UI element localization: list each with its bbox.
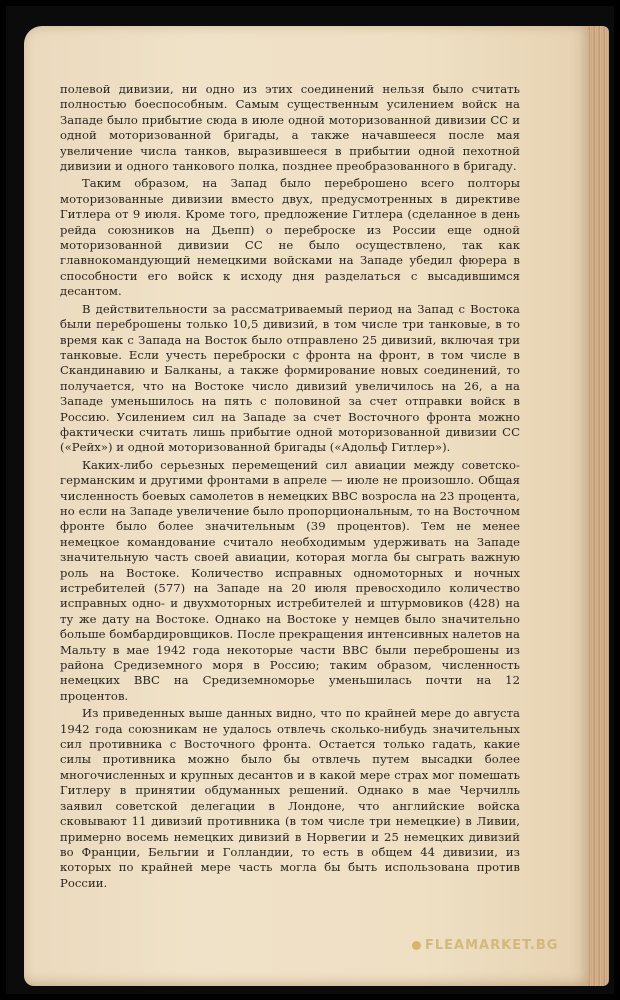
paragraph-3: В действительности за рассматриваемый период на Запад с Востока были переброшены только 10,5 дивизий, в том числе три танковые, в то время как с Запада на Восток было отправлено 25 дивизий, включая три танковые. Если учесть переброски с фронта на фронт, в том числе в Скандинавию и Балканы, а также формирование новых соединений, то получается, что на Востоке число дивизий увеличилось на 26, а на Западе уменьшилось на пять с половиной за счет отправки войск в Россию. Усилением сил на Западе за счет Восточного фронта можно фактически считать лишь прибытие одной моторизованной дивизии СС («Рейх») и одной моторизованной бригады («Адольф Гитлер»).	[60, 301, 520, 455]
watermark-text: FLEAMARKET.BG	[425, 938, 559, 953]
watermark-logo-icon	[412, 941, 421, 950]
paragraph-4: Каких-либо серьезных перемещений сил авиации между советско-германским и другими фронтами в апреле — июле не произошло. Общая численность боевых самолетов в немецких ВВС возросла на 23 процента, но если на Западе увеличение было пропорциональным, то на Восточном фронте было более значительным (39 процентов). Тем не менее немецкое командование считало необходимым удерживать на Западе значительную часть своей авиации, которая могла бы сыграть важную роль на Востоке. Количество исправных одномоторных и ночных истребителей (577) на Западе на 20 июля превосходило количество исправных одно- и двухмоторных истребителей и штурмовиков (428) на ту же дату на Востоке. Однако на Востоке у немцев было значительно больше бомбардировщиков. После прекращения интенсивных налетов на Мальту в мае 1942 года некоторые части ВВС были переброшены из района Средиземного моря в Россию; таким образом, численность немецких ВВС на Средиземноморье уменьшилась почти на 12 процентов.	[60, 457, 520, 703]
page-text	[60, 82, 520, 891]
paragraph-5: Из приведенных выше данных видно, что по крайней мере до августа 1942 года союзникам не удалось отвлечь сколько-нибудь значительных сил противника с Восточного фронта. Остается только гадать, какие силы противника можно было бы отвлечь путем высадки более многочисленных и крупных десантов и в какой мере страх мог помешать Гитлеру в принятии обдуманных решений. Однако в мае Черчилль заявил советской делегации в Лондоне, что английские войска сковывают 11 дивизий противника (в том числе три немецкие) в Ливии, примерно восемь немецких дивизий в Норвегии и 25 немецких дивизий во Франции, Бельгии и Голландии, то есть в общем 44 дивизии, из которых по крайней мере часть могла бы быть использована против России.	[60, 706, 520, 890]
paragraph-2: Таким образом, на Запад было переброшено всего полторы моторизованные дивизии вместо двух, предусмотренных в директиве Гитлера от 9 июля. Кроме того, предложение Гитлера (сделанное в день рейда союзников на Дьепп) о переброске из России еще одной моторизованной дивизии СС не было осуществлено, так как главнокомандующий немецкими войсками на Западе убедил фюрера в способности его войск к исходу дня разделаться с высадившимся десантом.	[60, 176, 520, 299]
watermark	[412, 938, 558, 953]
paragraph-1: полевой дивизии, ни одно из этих соединений нельзя было считать полностью боеспособным. Самым существенным усилением войск на Западе было прибытие сюда в июле одной моторизованной дивизии СС и одной моторизованной бригады, а также начавшееся после мая увеличение числа танков, выразившееся в прибытии одной пехотной дивизии и одного танкового полка, позднее преобразованного в бригаду.	[60, 82, 520, 174]
